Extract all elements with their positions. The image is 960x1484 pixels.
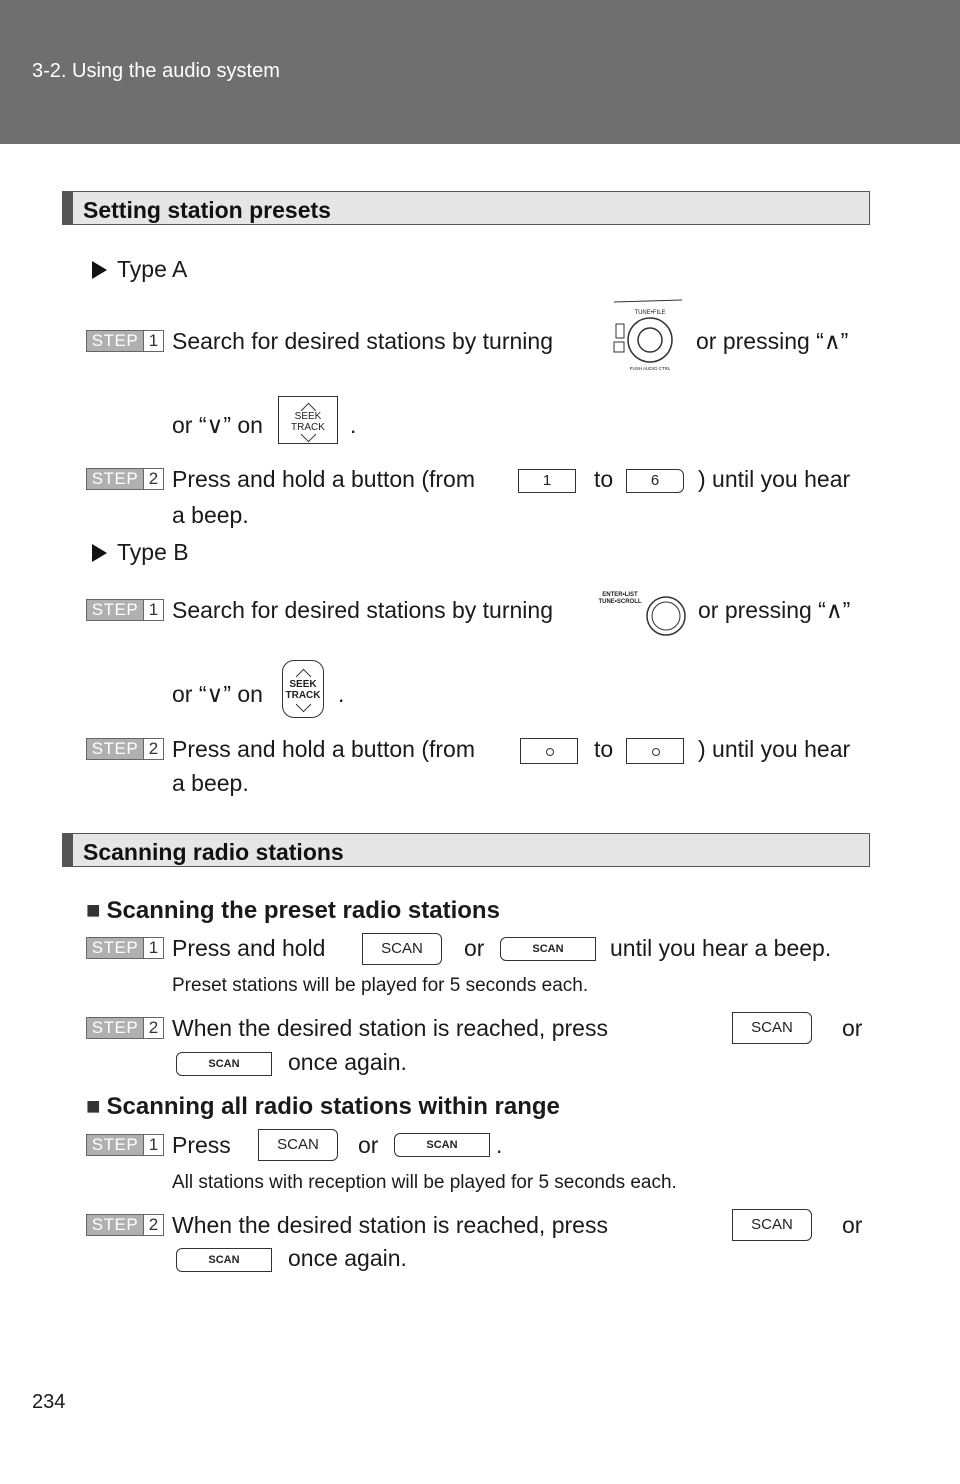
- scan-button-type-b[interactable]: SCAN: [176, 1052, 272, 1076]
- section-title: Scanning radio stations: [83, 839, 344, 865]
- scan-button-type-b[interactable]: SCAN: [394, 1133, 490, 1157]
- preset-button-first[interactable]: [520, 738, 578, 764]
- instruction-text: Search for desired stations by turning: [172, 328, 553, 354]
- scan-button[interactable]: SCAN: [732, 1209, 812, 1241]
- seek-track-button[interactable]: SEEK TRACK: [278, 396, 338, 444]
- instruction-text: or pressing “∧”: [696, 328, 849, 354]
- instruction-text: Press and hold a button (from: [172, 466, 475, 492]
- page-number: 234: [32, 1391, 66, 1413]
- instruction-text: Search for desired stations by turning: [172, 597, 553, 623]
- instruction-text: or “∨” on: [172, 681, 263, 707]
- note-text: All stations with reception will be played for 5 seconds each.: [172, 1172, 677, 1193]
- step-badge: STEP 1: [86, 330, 164, 352]
- step-badge: STEP 1: [86, 599, 164, 621]
- instruction-text: When the desired station is reached, press: [172, 1015, 608, 1041]
- instruction-text: Press and hold: [172, 935, 326, 961]
- seek-track-button[interactable]: SEEK TRACK: [282, 660, 324, 718]
- step-badge: STEP 1: [86, 1134, 164, 1156]
- step-badge: STEP 2: [86, 1017, 164, 1039]
- step-badge: STEP 2: [86, 468, 164, 490]
- square-bullet-icon: ■: [86, 1093, 101, 1120]
- instruction-text: Press: [172, 1132, 231, 1158]
- instruction-text: or pressing “∧”: [698, 597, 851, 623]
- instruction-text: to: [594, 736, 614, 762]
- square-bullet-icon: ■: [86, 897, 101, 924]
- subheading-preset-scan: ■ Scanning the preset radio stations: [86, 897, 500, 924]
- instruction-text: a beep.: [172, 502, 249, 528]
- triangle-bullet-icon: [92, 544, 107, 562]
- instruction-text: ) until you hear: [698, 466, 851, 492]
- subheading-all-scan: ■ Scanning all radio stations within range: [86, 1093, 560, 1120]
- instruction-text: to: [594, 466, 614, 492]
- breadcrumb: 3-2. Using the audio system: [32, 60, 280, 82]
- knob-top-label-2: TUNE•SCROLL: [598, 599, 642, 605]
- preset-button-6[interactable]: 6: [626, 469, 684, 493]
- scan-button[interactable]: SCAN: [362, 933, 442, 965]
- knob-bottom-label: PUSH AUDIO CTRL: [629, 366, 671, 371]
- triangle-bullet-icon: [92, 261, 107, 279]
- note-text: Preset stations will be played for 5 seconds each.: [172, 975, 589, 996]
- preset-button-1[interactable]: 1: [518, 469, 576, 493]
- instruction-text: or “∨” on: [172, 412, 263, 438]
- section-title: Setting station presets: [83, 197, 331, 223]
- enter-list-knob-icon: [598, 588, 690, 638]
- scan-button[interactable]: SCAN: [732, 1012, 812, 1044]
- instruction-text: or: [842, 1212, 863, 1238]
- knob-top-label: ENTER•LIST: [602, 592, 638, 598]
- step-badge: STEP 2: [86, 1214, 164, 1236]
- instruction-text: .: [350, 412, 357, 438]
- page-header: [0, 0, 960, 144]
- instruction-text: When the desired station is reached, press: [172, 1212, 608, 1238]
- type-a-label: Type A: [92, 256, 187, 283]
- scan-button-type-b[interactable]: SCAN: [500, 937, 596, 961]
- step-badge: STEP 1: [86, 937, 164, 959]
- instruction-text: or: [464, 935, 485, 961]
- instruction-text: once again.: [288, 1245, 407, 1271]
- tune-file-knob-icon: [606, 298, 686, 374]
- instruction-text: .: [338, 681, 345, 707]
- section-header-presets: [62, 191, 870, 225]
- section-header-scanning: [62, 833, 870, 867]
- instruction-text: .: [496, 1132, 503, 1158]
- instruction-text: or: [358, 1132, 379, 1158]
- instruction-text: until you hear a beep.: [610, 935, 832, 961]
- instruction-text: Press and hold a button (from: [172, 736, 475, 762]
- knob-top-label: TUNE•FILE: [634, 310, 666, 316]
- instruction-text: once again.: [288, 1049, 407, 1075]
- type-b-label: Type B: [92, 539, 189, 566]
- preset-button-last[interactable]: [626, 738, 684, 764]
- instruction-text: a beep.: [172, 770, 249, 796]
- scan-button[interactable]: SCAN: [258, 1129, 338, 1161]
- instruction-text: ) until you hear: [698, 736, 851, 762]
- step-badge: STEP 2: [86, 738, 164, 760]
- instruction-text: or: [842, 1015, 863, 1041]
- scan-button-type-b[interactable]: SCAN: [176, 1248, 272, 1272]
